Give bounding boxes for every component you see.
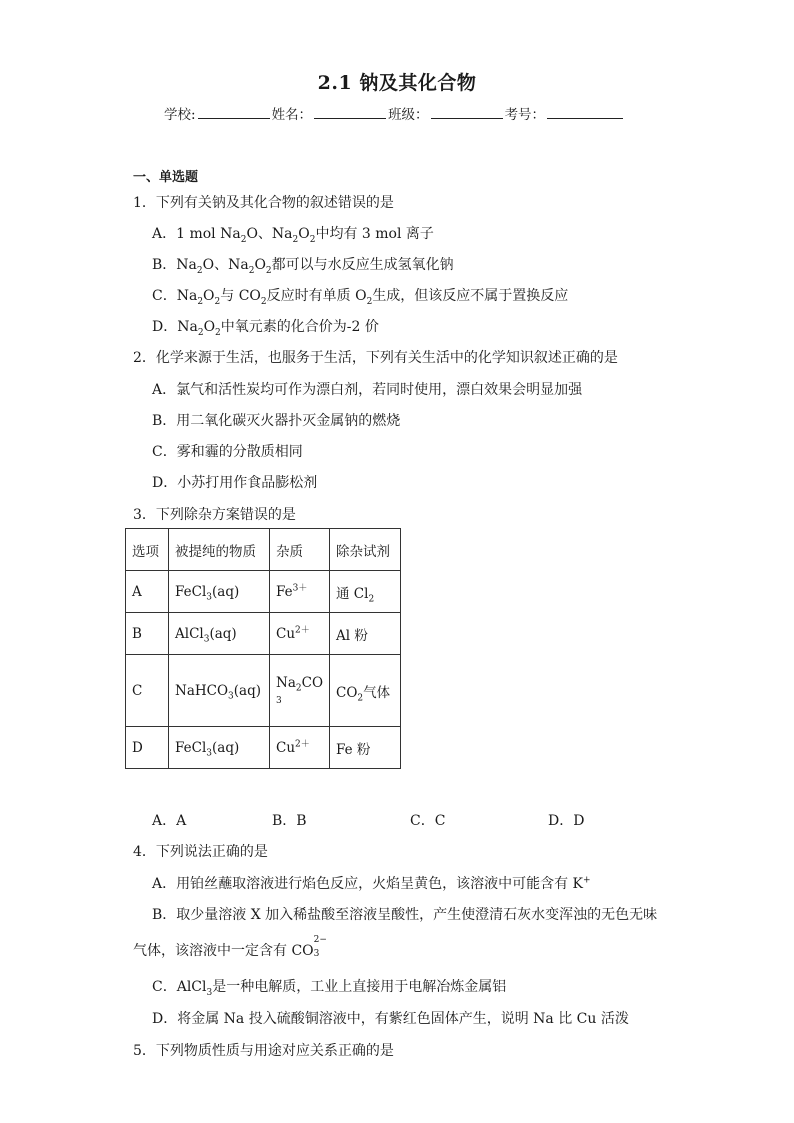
question-3-stem: 3．下列除杂方案错误的是 bbox=[133, 507, 296, 523]
question-2-option-d: D．小苏打用作食品膨松剂 bbox=[152, 475, 318, 491]
cell-reagent: Fe 粉 bbox=[330, 727, 401, 769]
exam-no-label: 考号： bbox=[504, 107, 546, 123]
question-2-option-a: A．氯气和活性炭均可作为漂白剂，若同时使用，漂白效果会明显加强 bbox=[152, 382, 583, 398]
question-3-choice-a: A．A bbox=[152, 813, 187, 829]
name-blank[interactable] bbox=[314, 104, 386, 119]
question-4-stem: 4．下列说法正确的是 bbox=[133, 844, 268, 860]
question-3-choice-c: C．C bbox=[410, 813, 446, 829]
question-4-option-b-line-1: B．取少量溶液 X 加入稀盐酸至溶液呈酸性，产生使澄清石灰水变浑浊的无色无味 bbox=[152, 907, 658, 923]
question-3-choice-d: D．D bbox=[548, 813, 585, 829]
exam-no-blank[interactable] bbox=[547, 104, 623, 119]
cell-impurity: $Fe^{3+}$ bbox=[270, 571, 330, 613]
question-1-option-b: B．$Na_2O$、$Na_2O_2$都可以与水反应生成氢氧化钠 bbox=[152, 257, 454, 276]
page-title: 2.1 钠及其化合物 bbox=[317, 72, 477, 94]
question-1-option-c: C．$Na_2O_2$与 $CO_2$反应时有单质 $O_2$生成，但该反应不属于置换反应 bbox=[152, 288, 569, 307]
header-impurity: 杂质 bbox=[270, 529, 330, 571]
section-heading: 一、单选题 bbox=[133, 170, 199, 185]
cell-reagent: $CO_2$气体 bbox=[330, 655, 401, 727]
purification-table bbox=[125, 528, 401, 769]
table-row bbox=[126, 571, 401, 613]
question-4-option-c: C．AlCl$_3$是一种电解质，工业上直接用于电解冶炼金属铝 bbox=[152, 979, 507, 998]
question-4-option-b-line-2: 气体，该溶液中一定含有 CO 2− 3 bbox=[133, 935, 327, 959]
name-label: 姓名： bbox=[271, 107, 313, 123]
student-info-line bbox=[164, 103, 625, 123]
cell-substance: AlCl$_3$(aq) bbox=[169, 613, 270, 655]
cell-option: C bbox=[126, 655, 169, 727]
question-1-option-a: A．1 mol $Na_2O$、$Na_2O_2$中均有 3 mol 离子 bbox=[152, 226, 434, 245]
cell-reagent: Al 粉 bbox=[330, 613, 401, 655]
class-label: 班级： bbox=[388, 107, 429, 123]
cell-impurity: $Na_2CO$ 3 bbox=[270, 655, 330, 727]
question-5-stem: 5．下列物质性质与用途对应关系正确的是 bbox=[133, 1043, 394, 1059]
header-option: 选项 bbox=[126, 529, 169, 571]
cell-option: A bbox=[126, 571, 169, 613]
cell-impurity: $Cu^{2+}$ bbox=[270, 613, 330, 655]
cell-substance: FeCl$_3$(aq) bbox=[169, 727, 270, 769]
cell-substance: NaHCO$_3$(aq) bbox=[169, 655, 270, 727]
table-header-row bbox=[126, 529, 401, 571]
class-blank[interactable] bbox=[431, 104, 503, 119]
question-4-option-d: D．将金属 Na 投入硫酸铜溶液中，有紫红色固体产生，说明 Na 比 Cu 活泼 bbox=[152, 1011, 629, 1027]
school-label: 学校: bbox=[164, 107, 196, 123]
table-row bbox=[126, 727, 401, 769]
table-row bbox=[126, 655, 401, 727]
table-row bbox=[126, 613, 401, 655]
header-reagent: 除杂试剂 bbox=[330, 529, 401, 571]
cell-option: B bbox=[126, 613, 169, 655]
question-1-stem: 1．下列有关钠及其化合物的叙述错误的是 bbox=[133, 195, 394, 211]
question-2-option-b: B．用二氧化碳灭火器扑灭金属钠的燃烧 bbox=[152, 413, 401, 429]
cell-option: D bbox=[126, 727, 169, 769]
question-2-option-c: C．雾和霾的分散质相同 bbox=[152, 444, 303, 460]
question-1-option-d: D．$Na_2O_2$中氧元素的化合价为-2 价 bbox=[152, 319, 379, 338]
question-4-option-a: A．用铂丝蘸取溶液进行焰色反应，火焰呈黄色，该溶液中可能含有 K+ bbox=[152, 875, 591, 892]
cell-impurity: $Cu^{2+}$ bbox=[270, 727, 330, 769]
question-2-stem: 2．化学来源于生活，也服务于生活，下列有关生活中的化学知识叙述正确的是 bbox=[133, 350, 618, 366]
question-3-choice-b: B．B bbox=[272, 813, 307, 829]
header-substance: 被提纯的物质 bbox=[169, 529, 270, 571]
school-blank[interactable] bbox=[198, 104, 270, 119]
cell-reagent: 通 $Cl_2$ bbox=[330, 571, 401, 613]
cell-substance: FeCl$_3$(aq) bbox=[169, 571, 270, 613]
